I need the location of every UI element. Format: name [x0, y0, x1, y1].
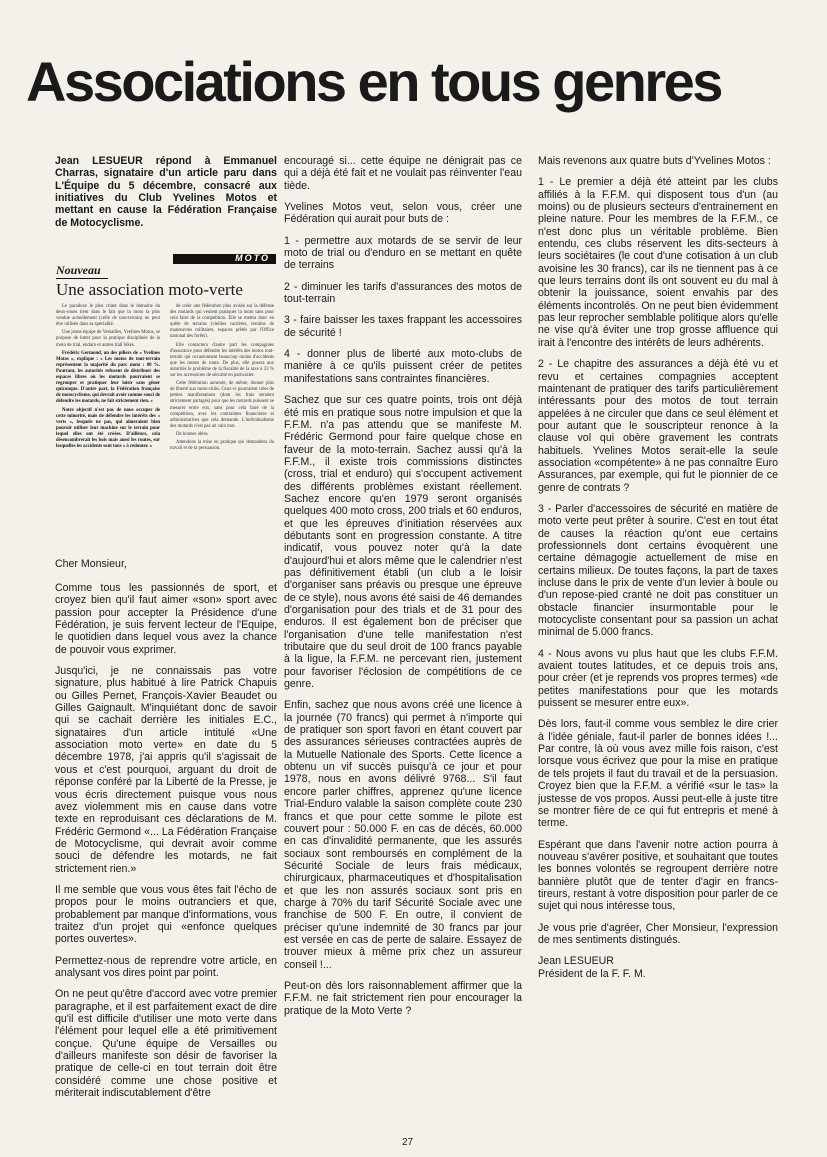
paragraph: On ne peut qu'être d'accord avec votre premier paragraphe, et il est parfaitement exact de dire qu'il est difficile d'utiliser une moto verte dans l'élément pour lequel elle a été primitivement conçue. Qu'une équipe de Versailles ou d'ailleurs manifeste son désir de favoriser la pratique de celle-ci en tout terrain doit être considéré comme une chose positive et mériterait indiscutablement d'être	[55, 988, 277, 1100]
clipping-paragraph: De bonnes idées.	[176, 431, 209, 437]
paragraph: Mais revenons aux quatre buts d'Yvelines Motos :	[538, 155, 771, 167]
letter-column-3	[538, 155, 778, 989]
paragraph: 4 - Nous avons vu plus haut que les clubs F.F.M. avaient toutes latitudes, et ce depuis trois ans, pour créer (et je reprends vos propres termes) «de petites manifestations pour que les motards puissent se mesurer entre eux».	[538, 647, 778, 710]
clipping-kicker: Nouveau	[56, 263, 108, 279]
newspaper-clipping	[56, 254, 278, 534]
signature-name: Jean LESUEUR	[538, 955, 614, 968]
clipping-paragraph: Frédéric Germond, un des piliers de « Yvelines Motos », explique : « Les motos de tout-terrain représentent la majorité du parc moto : 80 %. Pourtant, les autorités refusent de distribuer des espaces libres où les motards pourraient se regrouper et pratiquer leur loisir sans gêner quiconque. D'autre part, la Fédération française de motocyclisme, qui devrait avoir comme souci de défendre les motards, ne fait strictement rien. »	[56, 350, 160, 405]
paragraph: encouragé si... cette équipe ne dénigrait pas ce qui a déjà été fait et ne voulait pas réinventer l'eau tiède.	[284, 155, 522, 192]
clipping-tag: MOTO	[235, 254, 270, 263]
paragraph: 3 - Parler d'accessoires de sécurité en matière de moto verte peut prêter à sourire. C'est en tout état de causes la réaction qu'ont eue certains professionnels dont certains évoquèrent une certaine démagogie actuellement de mise en certains milieux. De toutes façons, la part de taxes incluse dans le prix de vente d'un levier à boule ou d'un repose-pied cranté ne doit pas constituer un obstacle financier insurmontable pour le motocycliste consentant pour sa passion un achat minimal de 5.000 francs.	[538, 502, 778, 639]
clipping-tag-bar	[173, 254, 276, 264]
clipping-paragraph: Elle contactera d'autre part les compagnies d'assurance pour défendre les intérêts des motos tout-terrain qui occasionnent beaucoup moins d'accidents que les motos de route. De plus, elle posera aux autorités le problème de la fiscalité de la taxe à 33 % sur les accessoires de sécurité en particulier.	[170, 342, 274, 379]
paragraph: Il me semble que vous vous êtes fait l'écho de propos pour le moins outranciers et que, probablement par manque d'informations, vous traitez d'un projet qui «enfonce quelques portes ouvertes».	[55, 883, 277, 946]
paragraph: Je vous prie d'agréer, Cher Monsieur, l'expression de mes sentiments distingués.	[538, 921, 778, 946]
intro-paragraph: Jean LESUEUR répond à Emmanuel Charras, signataire d'un article paru dans L'Équipe du 5 décembre, consacré aux initiatives du Club Yvelines Motos et mettant en cause la Fédération Française de Motocyclisme.	[55, 155, 277, 229]
clipping-paragraph: Cette fédération annexée, de même, donner plus de liberté aux moto-clubs. Ceux-ci pourraient créer de petites manifestations (dont les frais seraient strictement partagés) pour que les motards puissent se mesurer entre eux, sans pour cela faire de la compétition, avec les contraintes financières et administratives que cela demande. L'individualisme des motards n'est pas un vain mot.	[170, 381, 274, 429]
paragraph: Dès lors, faut-il comme vous semblez le dire crier à l'idée géniale, faut-il parler de bonnes idées !... Par contre, là où vous avez mille fois raison, c'est lorsque vous écrivez que pour la mise en pratique de tels projets il faut du travail et de la persuasion. Croyez bien que la F.F.M. a vérifié «sur le tas» la justesse de vos propos. Aussi peut-elle à juste titre se montrer fière de ce qui fut entrepris et mené à terme.	[538, 718, 778, 830]
clipping-column-b	[170, 304, 274, 454]
letter-column-1	[55, 582, 277, 1108]
intro-column	[55, 155, 277, 238]
paragraph: Espérant que dans l'avenir notre action pourra à nouveau s'avérer positive, et souhaitant que toutes les bonnes volontés se regroupent derrière notre bannière plutôt que de tenter d'agir en francs-tireurs, restant à votre disposition pour parler de ce sujet qui nous intéresse tous,	[538, 838, 778, 913]
paragraph: Sachez que sur ces quatre points, trois ont déjà été mis en pratique sous notre impulsion et que la F.F.M. n'a pas attendu que se manifeste M. Frédéric Germond pour faire quelque chose en faveur de la moto-terrain. Sachez aussi qu'à la F.F.M., il existe trois commissions distinctes (cross, trial et enduro) qui s'occupent activement des différents problèmes existant réellement. Sachez encore qu'en 1979 seront organisés quelques 400 moto cross, 200 trials et 60 enduros, et que les épreuves d'initiation réservées aux débutants sont en progression constante. A titre indicatif, vous pouvez noter qu'à la date d'aujourd'hui et alors même que le calendrier n'est pas définitivement établi (un club a le loisir d'organiser sans préavis ou presque une épreuve de ce style), nous avons été saisi de 46 demandes d'organisation pour des trials et de 31 pour des enduros. Il est également bon de préciser que l'organisation d'une telle manifestation n'est tributaire que du seul droit de 100 francs payable à la ligue, la F.F.M. ne percevant rien, justement pour favoriser l'éclosion de compétitions de ce genre.	[284, 394, 522, 691]
paragraph: Comme tous les passionnés de sport, et croyez bien qu'il faut aimer «son» sport avec passion pour accepter la Présidence d'une Fédération, je suis fervent lecteur de l'Equipe, le quotidien dans lequel vous avez la chance de pouvoir vous exprimer.	[55, 582, 277, 656]
list-item: 1 - permettre aux motards de se servir de leur moto de trial ou d'enduro en se mettant en quête de terrains	[284, 234, 522, 272]
list-item: 2 - diminuer les tarifs d'assurances des motos de tout-terrain	[284, 280, 522, 306]
clipping-paragraph: Attendons la mise en pratique qui demandera du travail et de la persuasion.	[170, 439, 274, 452]
page-number: 27	[402, 1137, 414, 1148]
clipping-column-a	[56, 304, 160, 452]
clipping-paragraph: Notre objectif n'est pas de nous occuper de cette minorité, mais de défendre les intérêts des « verts », lesquels ne pas, qui aimeraient bien pouvoir utiliser leur machine sur le terrain pour lequel elles ont été créées. D'ailleurs, cela désencombrerait les bois mais aussi les routes, sur lesquelles les accidents sont tous « à redouter. »	[56, 407, 160, 450]
clipping-paragraph: de créer une fédération plus avisée sur la défense des motards qui veulent pratiquer la moto sans pour cela faire de la compétition. Elle se mettra donc en quête de terrains (vieilles carrières, terrains de manœuvres militaires, espaces prêtés par l'Office national des forêts).	[170, 304, 274, 340]
clipping-paragraph: Le paradoxe le plus criant dans le domaine du deux-roues tient dans le fait que la moto la plus vendue actuellement (celle de tout-terrain) ne peut être utilisée dans sa spécialité.	[56, 304, 160, 328]
list-item: 4 - donner plus de liberté aux moto-clubs de manière à ce qu'ils puissent créer de petites manifestations sans contraintes financières.	[284, 348, 522, 385]
paragraph: Yvelines Motos veut, selon vous, créer une Fédération qui aurait pour buts de :	[284, 201, 522, 226]
greeting: Cher Monsieur,	[55, 558, 127, 570]
headline: Associations en tous genres	[26, 50, 721, 113]
clipping-title: Une association moto-verte	[56, 280, 243, 299]
letter-column-2	[284, 155, 522, 1026]
paragraph: Permettez-nous de reprendre votre article, en analysant vos dires point par point.	[55, 954, 277, 979]
paragraph: Enfin, sachez que nous avons créé une licence à la journée (70 francs) qui permet à n'importe qui de pratiquer son sport favori en étant couvert par des assurances sérieuses contractées auprès de la Mutuelle Nationale des Sports. Cette licence a obtenu un vif succès puisqu'à ce jour et pour 1978, nous en avons délivré 9768... S'il faut encore parler chiffres, apprenez qu'une licence Trial-Enduro valable la saison complète coute 230 francs et que pour cette somme le pilote est couvert pour : 50.000 F. en cas de décès, 60.000 en cas d'invalidité permanente, que les assurés sociaux sont remboursés en complément de la Sécurité Sociale de leurs frais médicaux, chirurgicaux, pharmaceutiques et d'hospitalisation et que les non assurés sociaux sont pris en charge à 70% du tarif Sécurité Sociale avec une franchise de 500 F. En outre, il convient de préciser qu'une indemnité de 30 francs par jour est versée en cas de perte de salaire. Essayez de trouver mieux à même prix chez un assureur conseil !...	[284, 699, 522, 971]
list-item: 3 - faire baisser les taxes frappant les accessoires de sécurité !	[284, 314, 522, 339]
paragraph: 2 - Le chapitre des assurances a déjà été vu et revu et certaines compagnies acceptent maintenant de pratiquer des tarifs particulièrement intéressants pour des motos de tout terrain appelées à ne circuler que dans ce seul élément et pour autant que le souscripteur renonce à la clause vol qui obère gravement les contrats habituels. Yvelines Motos serait-elle la seule association «compétente» à ne pas connaître Euro Assurances, par exemple, qui fut le pionnier de ce genre de contrats ?	[538, 358, 778, 494]
clipping-paragraph: Une jeune équipe de Versailles, Yvelines Motos, se propose de lutter pour la pratique disciplinée de la moto de trial, enduro et autres trail bikes.	[56, 330, 160, 348]
paragraph: Jusqu'ici, je ne connaissais pas votre signature, plus habitué à lire Patrick Chapuis ou Gilles Pernet, François-Xavier Beaudet ou Gilles Gaignault. M'inquiétant donc de savoir qui se cachait derrière les initiales E.C., signataires d'un article intitulé «Une association moto verte» en date du 5 décembre 1978, j'ai appris qu'il s'agissait de vous et c'est pourquoi, arguant du droit de réponse conféré par la Liberté de la Presse, je vous écris directement puisque vous nous avez violemment mis en cause dans votre texte en reproduisant ces déclarations de M. Frédéric Germond «... La Fédération Française de Motocyclisme, qui devrait avoir comme souci de défendre les motards, ne fait strictement rien.»	[55, 665, 277, 875]
signature-title: Président de la F. F. M.	[538, 967, 646, 980]
paragraph: Peut-on dès lors raisonnablement affirmer que la F.F.M. ne fait strictement rien pour encourager la pratique de la Moto Verte ?	[284, 979, 522, 1017]
paragraph: 1 - Le premier a déjà été atteint par les clubs affiliés à la F.F.M. qui disposent tous d'un (au moins) ou de plusieurs secteurs d'entrainement en pleine nature. Pour les membres de la F.F.M., ce n'est donc plus un véritable problème. Bien entendu, ces clubs réservent les dits-secteurs à leurs sociétaires (le cout d'une cotisation à un club avoisine les 30 francs), car ils ne tiennent pas à ce que leurs terrains dont ils ont souvent eu du mal à obtenir la jouissance, soient envahis par des éléments incontrolés. On ne peut bien évidemment pas leur reprocher semblable politique alors qu'elle ne vise qu'à éviter une trop grosse affluence qui irait à l'encontre des intérêts de leurs adhérents.	[538, 176, 778, 349]
